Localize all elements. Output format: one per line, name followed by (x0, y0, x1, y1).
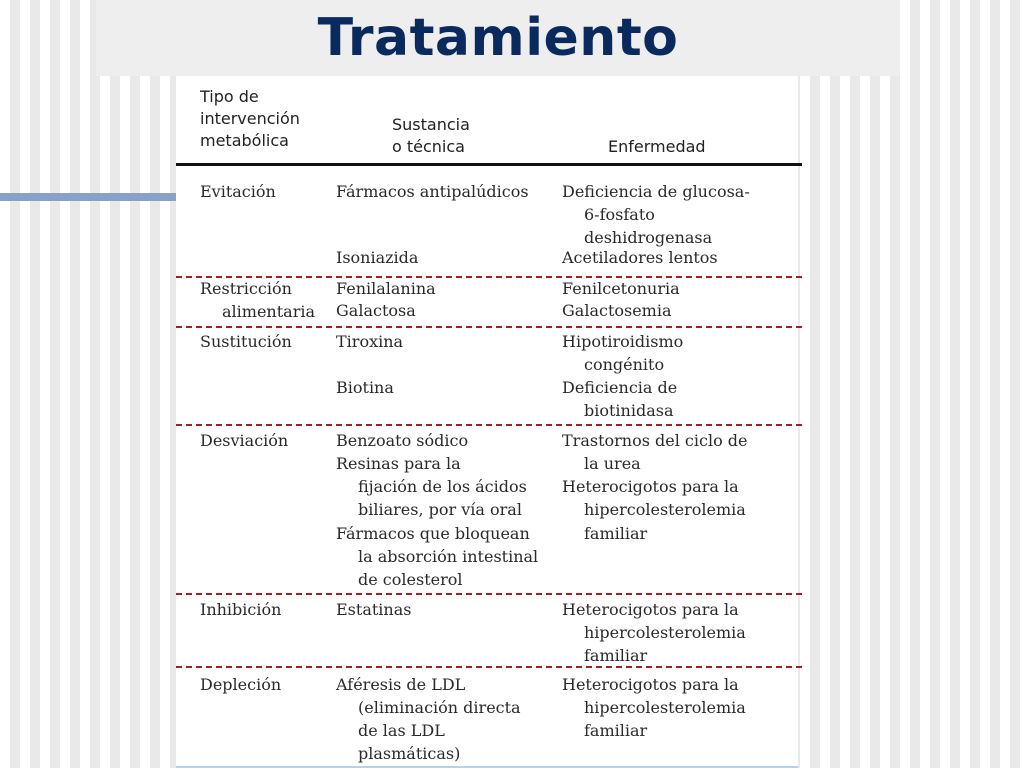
disease-line: la urea (584, 454, 641, 473)
substance-line: Galactosa (336, 301, 416, 320)
substance-line: Fármacos que bloquean (336, 524, 530, 543)
disease-line: familiar (584, 646, 648, 665)
treatment-table (176, 76, 798, 768)
row-divider (176, 666, 802, 668)
substance-line: Resinas para la (336, 454, 461, 473)
row-type: alimentaria (222, 302, 315, 321)
substance-line: Benzoato sódico (336, 431, 469, 450)
disease-line: biotinidasa (584, 401, 674, 420)
row-type: Restricción (200, 279, 292, 298)
row-type: Sustitución (200, 332, 292, 351)
row-type: Inhibición (200, 600, 282, 619)
row-type: Depleción (200, 675, 282, 694)
substance-line: de las LDL (358, 721, 445, 740)
row-divider (176, 326, 802, 328)
disease-line: congénito (584, 355, 665, 374)
disease-line: Heterocigotos para la (562, 675, 739, 694)
slide-title: Tratamiento (317, 8, 679, 68)
substance-line: Fármacos antipalúdicos (336, 182, 529, 201)
disease-line: Deficiencia de (562, 378, 678, 397)
disease-line: hipercolesterolemia (584, 500, 746, 519)
disease-line: hipercolesterolemia (584, 698, 746, 717)
disease-line: deshidrogenasa (584, 228, 713, 247)
disease-line: 6-fosfato (584, 205, 655, 224)
row-type: Desviación (200, 431, 289, 450)
accent-bar (0, 193, 176, 201)
header-rule (176, 163, 802, 166)
disease-line: Galactosemia (562, 301, 672, 320)
disease-line: Deficiencia de glucosa- (562, 182, 750, 201)
row-divider (176, 593, 802, 595)
disease-line: hipercolesterolemia (584, 623, 746, 642)
substance-line: Isoniazida (336, 248, 419, 267)
disease-line: Trastornos del ciclo de (562, 431, 748, 450)
substance-line: Aféresis de LDL (336, 675, 466, 694)
disease-line: Hipotiroidismo (562, 332, 684, 351)
row-divider (176, 424, 802, 426)
substance-line: (eliminación directa (358, 698, 521, 717)
substance-line: biliares, por vía oral (358, 500, 522, 519)
header-disease: Enfermedad (608, 137, 706, 156)
substance-line: Tiroxina (336, 332, 404, 351)
substance-line: Fenilalanina (336, 279, 436, 298)
disease-line: Heterocigotos para la (562, 477, 739, 496)
disease-line: Heterocigotos para la (562, 600, 739, 619)
substance-line: Estatinas (336, 600, 412, 619)
substance-line: Biotina (336, 378, 394, 397)
header-substance: Sustancia o técnica (392, 115, 470, 156)
disease-line: Acetiladores lentos (562, 248, 718, 267)
disease-line: Fenilcetonuria (562, 279, 680, 298)
header-type: Tipo de intervención metabólica (200, 87, 300, 150)
substance-line: de colesterol (358, 570, 463, 589)
disease-line: familiar (584, 721, 648, 740)
row-type: Evitación (200, 182, 276, 201)
substance-line: fijación de los ácidos (358, 477, 527, 496)
substance-line: la absorción intestinal (358, 547, 539, 566)
disease-line: familiar (584, 524, 648, 543)
substance-line: plasmáticas) (358, 744, 461, 763)
